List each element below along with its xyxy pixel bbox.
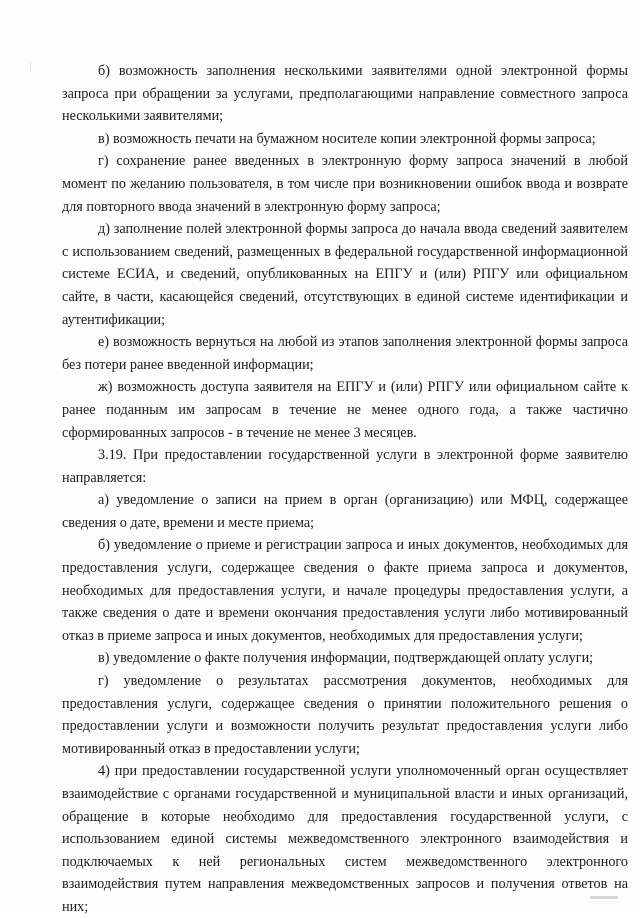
document-body — [62, 60, 628, 919]
scan-artifact-corner — [590, 896, 618, 899]
scan-artifact — [30, 62, 31, 72]
paragraph-e-return-step: е) возможность вернуться на любой из этапов заполнения электронной формы запроса без потери ранее введенной информации; — [62, 334, 628, 373]
paragraph-v-print-copy: в) возможность печати на бумажном носителе копии электронной формы запроса; — [98, 130, 596, 147]
paragraph-d-autofill: д) заполнение полей электронной формы запроса до начала ввода сведений заявителем с использованием сведений, размещенных в федеральной государственной информационной системе ЕСИА, и сведений, опубликованных на ЕПГУ и (или) РПГУ или официальном сайте, в части, касающейся сведений, отсутствующих в единой системе идентификации и аутентификации; — [62, 221, 628, 328]
paragraph-g-save-values: г) сохранение ранее введенных в электронную форму запроса значений в любой момент по желанию пользователя, в том числе при возникновении ошибок ввода и возврате для повторного ввода значений в электронную форму запроса; — [62, 153, 628, 215]
paragraph-zh-access-requests: ж) возможность доступа заявителя на ЕПГУ и (или) РПГУ или официальном сайте к ранее поданным им запросам в течение не менее одного года, а также частично сформированных запросов - в течение не менее 3 месяцев. — [62, 379, 628, 441]
paragraph-3-19-heading: 3.19. При предоставлении государственной услуги в электронной форме заявителю направляется: — [62, 447, 628, 486]
paragraph-g-result-notice: г) уведомление о результатах рассмотрения документов, необходимых для предоставления услуги, содержащее сведения о принятии положительного решения о предоставлении услуги и возможности получить результат предоставления услуги либо мотивированный отказ в предоставлении услуги; — [62, 673, 628, 757]
paragraph-b-joint-request: б) возможность заполнения несколькими заявителями одной электронной формы запроса при обращении за услугами, предполагающими направление совместного запроса несколькими заявителями; — [62, 63, 628, 125]
paragraph-b-registration-notice: б) уведомление о приеме и регистрации запроса и иных документов, необходимых для предоставления услуги, содержащее сведения о факте приема запроса и документов, необходимых для предоставления услуги, и начале процедуры предоставления услуги, а также сведения о дате и времени окончания предоставления услуги либо мотивированный отказ в приеме запроса и иных документов, необходимых для предоставления услуги; — [62, 537, 628, 644]
paragraph-4-interaction: 4) при предоставлении государственной услуги уполномоченный орган осуществляет взаимодействие с органами государственной и муниципальной власти и иных организаций, обращение в которые необходимо для предоставления государственной услуги, с использованием единой системы межведомственного электронного взаимодействия и подключаемых к ней региональных систем межведомственного электронного взаимодействия путем направления межведомственных запросов и получения ответов на них; — [62, 763, 628, 915]
paragraph-v-payment-notice: в) уведомление о факте получения информации, подтверждающей оплату услуги; — [98, 650, 594, 667]
paragraph-a-appointment-notice: а) уведомление о записи на прием в орган (организацию) или МФЦ, содержащее сведения о дате, времени и месте приема; — [62, 492, 628, 531]
